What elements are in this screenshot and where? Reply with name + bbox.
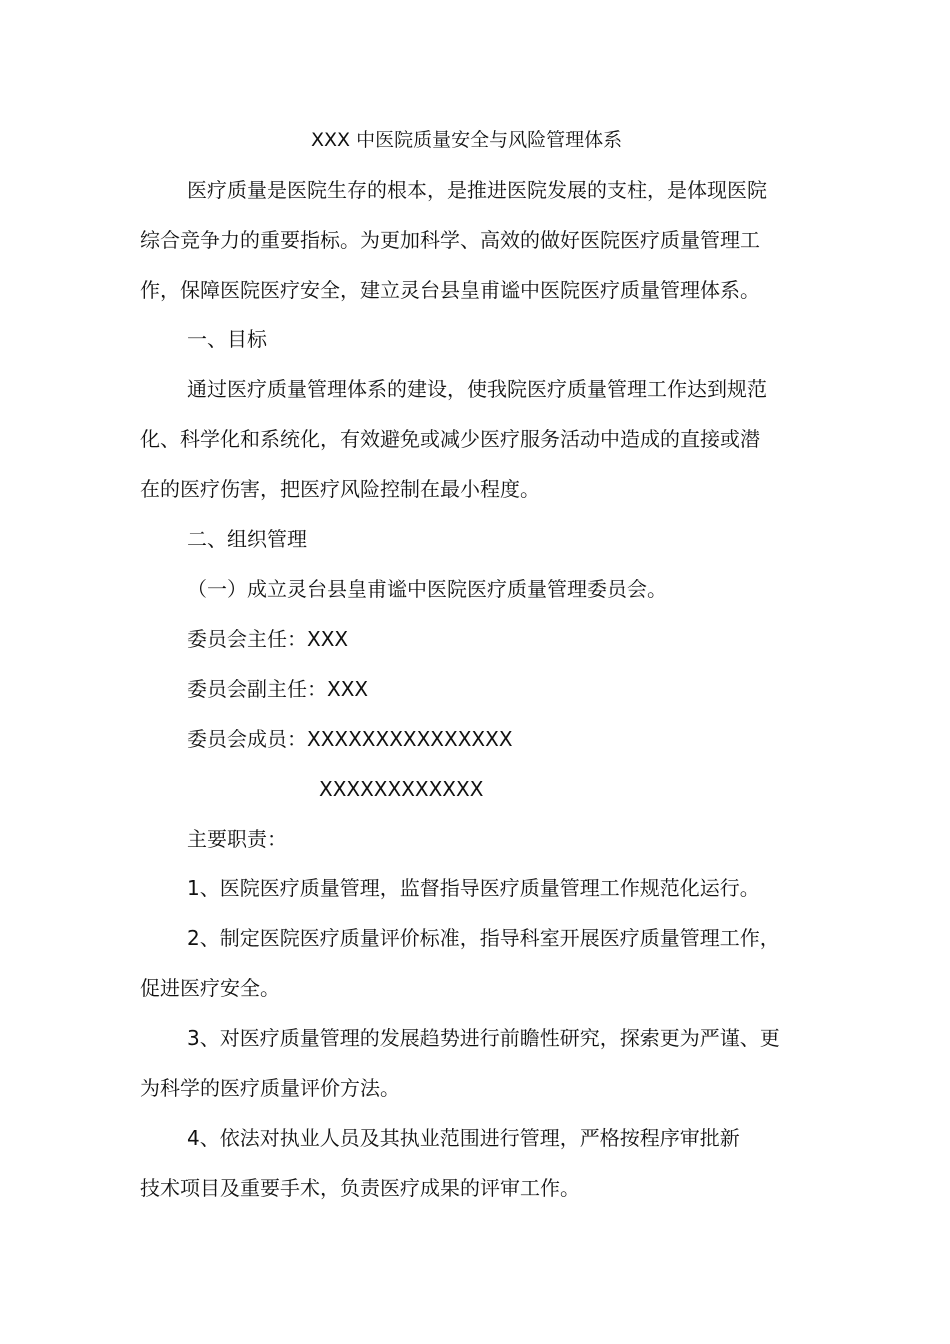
- duties-heading: 主要职责：: [187, 827, 287, 851]
- duty-3-line-2: 为科学的医疗质量评价方法。: [140, 1076, 400, 1100]
- goals-line-2: 化、科学化和系统化，有效避免或减少医疗服务活动中造成的直接或潜: [140, 427, 760, 451]
- intro-line-2: 综合竞争力的重要指标。为更加科学、高效的做好医院医疗质量管理工: [140, 228, 760, 252]
- duty-4-line-2: 技术项目及重要手术，负责医疗成果的评审工作。: [140, 1176, 580, 1200]
- duty-2-line-1: 2、制定医院医疗质量评价标准，指导科室开展医疗质量管理工作，: [187, 926, 780, 950]
- committee-members-cont: XXXXXXXXXXXX: [319, 777, 484, 801]
- section-heading-organization: 二、组织管理: [187, 527, 307, 551]
- duty-3-line-1: 3、对医疗质量管理的发展趋势进行前瞻性研究，探索更为严谨、更: [187, 1026, 780, 1050]
- document-title: XXX 中医院质量安全与风险管理体系: [311, 129, 623, 151]
- committee-deputy: 委员会副主任：XXX: [187, 677, 369, 701]
- goals-line-3: 在的医疗伤害，把医疗风险控制在最小程度。: [140, 477, 540, 501]
- duty-4-line-1: 4、依法对执业人员及其执业范围进行管理，严格按程序审批新: [187, 1126, 740, 1150]
- committee-director: 委员会主任：XXX: [187, 627, 349, 651]
- duty-1: 1、医院医疗质量管理，监督指导医疗质量管理工作规范化运行。: [187, 876, 760, 900]
- intro-line-1: 医疗质量是医院生存的根本，是推进医院发展的支柱，是体现医院: [187, 178, 767, 202]
- subsection-committee: （一）成立灵台县皇甫谧中医院医疗质量管理委员会。: [187, 577, 667, 601]
- intro-line-3: 作，保障医院医疗安全，建立灵台县皇甫谧中医院医疗质量管理体系。: [140, 278, 760, 302]
- section-heading-goals: 一、目标: [187, 327, 267, 351]
- duty-2-line-2: 促进医疗安全。: [140, 976, 280, 1000]
- goals-line-1: 通过医疗质量管理体系的建设，使我院医疗质量管理工作达到规范: [187, 377, 767, 401]
- committee-members: 委员会成员：XXXXXXXXXXXXXXX: [187, 727, 513, 751]
